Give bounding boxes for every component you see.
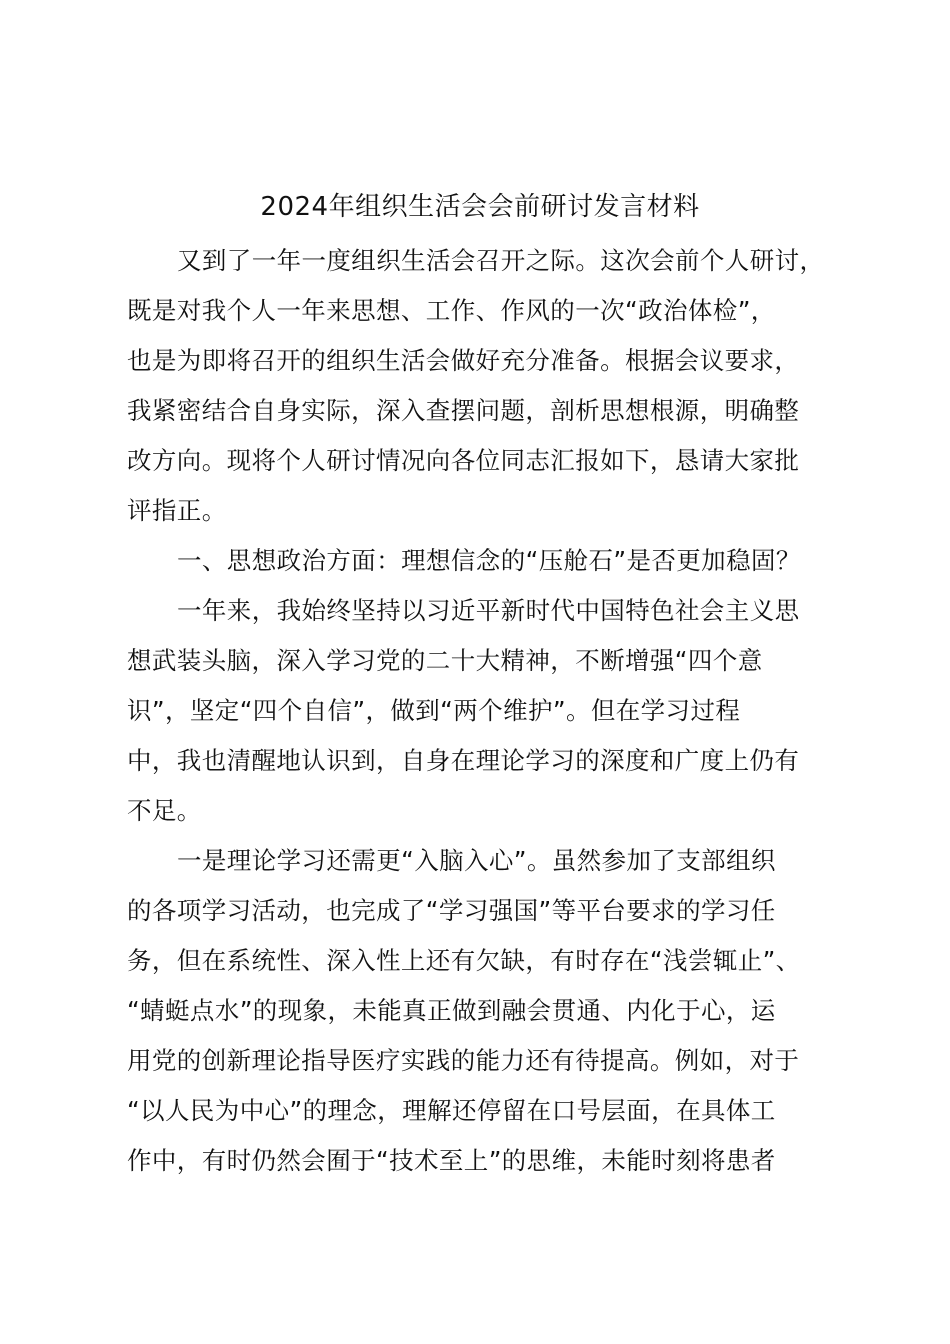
body-line: 务，但在系统性、深入性上还有欠缺，有时存在“浅尝辄止”、 (127, 946, 801, 975)
body-line: 中，我也清醒地认识到，自身在理论学习的深度和广度上仍有 (127, 746, 800, 775)
body-line: “蜻蜓点水”的现象，未能真正做到融会贯通、内化于心，运 (127, 996, 776, 1025)
document-title: 2024年组织生活会会前研讨发言材料 (260, 192, 700, 222)
body-line: 改方向。现将个人研讨情况向各位同志汇报如下，恳请大家批 (127, 446, 800, 475)
body-line: 一年来，我始终坚持以习近平新时代中国特色社会主义思 (177, 596, 800, 625)
body-line: 不足。 (127, 796, 202, 825)
body-line: 我紧密结合自身实际，深入查摆问题，剖析思想根源，明确整 (127, 396, 800, 425)
document-body (127, 236, 867, 1186)
body-line: 识”，坚定“四个自信”，做到“两个维护”。但在学习过程 (127, 696, 741, 725)
body-line: 用党的创新理论指导医疗实践的能力还有待提高。例如，对于 (127, 1046, 800, 1075)
body-line: 一是理论学习还需更“入脑入心”。虽然参加了支部组织 (177, 846, 776, 875)
body-line: 评指正。 (127, 496, 227, 525)
section-heading: 一、思想政治方面：理想信念的“压舱石”是否更加稳固？ (177, 546, 801, 575)
body-line: “以人民为中心”的理念，理解还停留在口号层面，在具体工 (127, 1096, 776, 1125)
body-line: 作中，有时仍然会囿于“技术至上”的思维，未能时刻将患者 (127, 1146, 776, 1175)
body-line: 的各项学习活动，也完成了“学习强国”等平台要求的学习任 (127, 896, 776, 925)
body-line: 想武装头脑，深入学习党的二十大精神，不断增强“四个意 (127, 646, 763, 675)
body-line: 也是为即将召开的组织生活会做好充分准备。根据会议要求， (127, 346, 800, 375)
body-line: 既是对我个人一年来思想、工作、作风的一次“政治体检”， (127, 296, 776, 325)
body-line: 又到了一年一度组织生活会召开之际。这次会前个人研讨， (177, 246, 825, 275)
